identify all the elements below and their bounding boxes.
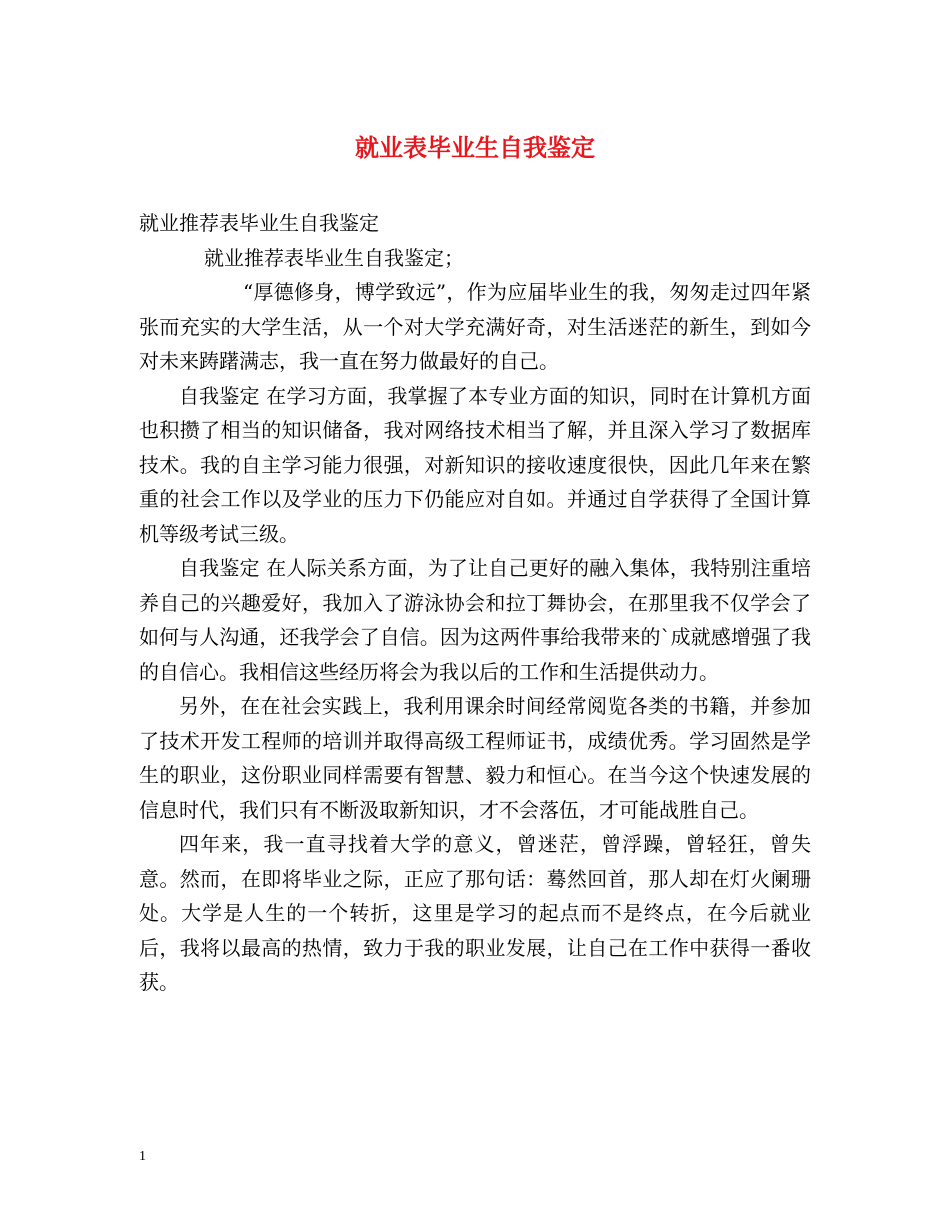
document-body (139, 206, 811, 1000)
paragraph-3: 自我鉴定 在人际关系方面，为了让自己更好的融入集体，我特别注重培养自己的兴趣爱好，我加入了游泳协会和拉丁舞协会，在那里我不仅学会了如何与人沟通，还我学会了自信。因为这两件事给我带来的`成就感增强了我的自信心。我相信这些经历将会为我以后的工作和生活提供动力。 (139, 556, 811, 684)
document-title: 就业表毕业生自我鉴定 (355, 133, 595, 162)
paragraph-1: “厚德修身，博学致远”，作为应届毕业生的我，匆匆走过四年紧张而充实的大学生活，从一个对大学充满好奇，对生活迷茫的新生，到如今对未来踌躇满志，我一直在努力做最好的自己。 (139, 280, 811, 373)
paragraph-2: 自我鉴定 在学习方面，我掌握了本专业方面的知识，同时在计算机方面也积攒了相当的知识储备，我对网络技术相当了解，并且深入学习了数据库技术。我的自主学习能力很强，对新知识的接收速度很快，因此几年来在繁重的社会工作以及学业的压力下仍能应对自如。并通过自学获得了全国计算机等级考试三级。 (139, 383, 811, 546)
paragraph-4: 另外，在在社会实践上，我利用课余时间经常阅览各类的书籍，并参加了技术开发工程师的培训并取得高级工程师证书，成绩优秀。学习固然是学生的职业，这份职业同样需要有智慧、毅力和恒心。在当今这个快速发展的信息时代，我们只有不断汲取新知识，才不会落伍，才可能战胜自己。 (139, 694, 811, 822)
subtitle-line: 就业推荐表毕业生自我鉴定 (139, 211, 379, 235)
page-number: 1 (139, 1149, 146, 1164)
paragraph-5: 四年来，我一直寻找着大学的意义，曾迷茫，曾浮躁，曾轻狂，曾失意。然而，在即将毕业之际，正应了那句话：蓦然回首，那人却在灯火阑珊处。大学是人生的一个转折，这里是学习的起点而不是终点，在今后就业后，我将以最高的热情，致力于我的职业发展，让自己在工作中获得一番收获。 (139, 832, 811, 994)
intro-line: 就业推荐表毕业生自我鉴定； (204, 245, 464, 270)
